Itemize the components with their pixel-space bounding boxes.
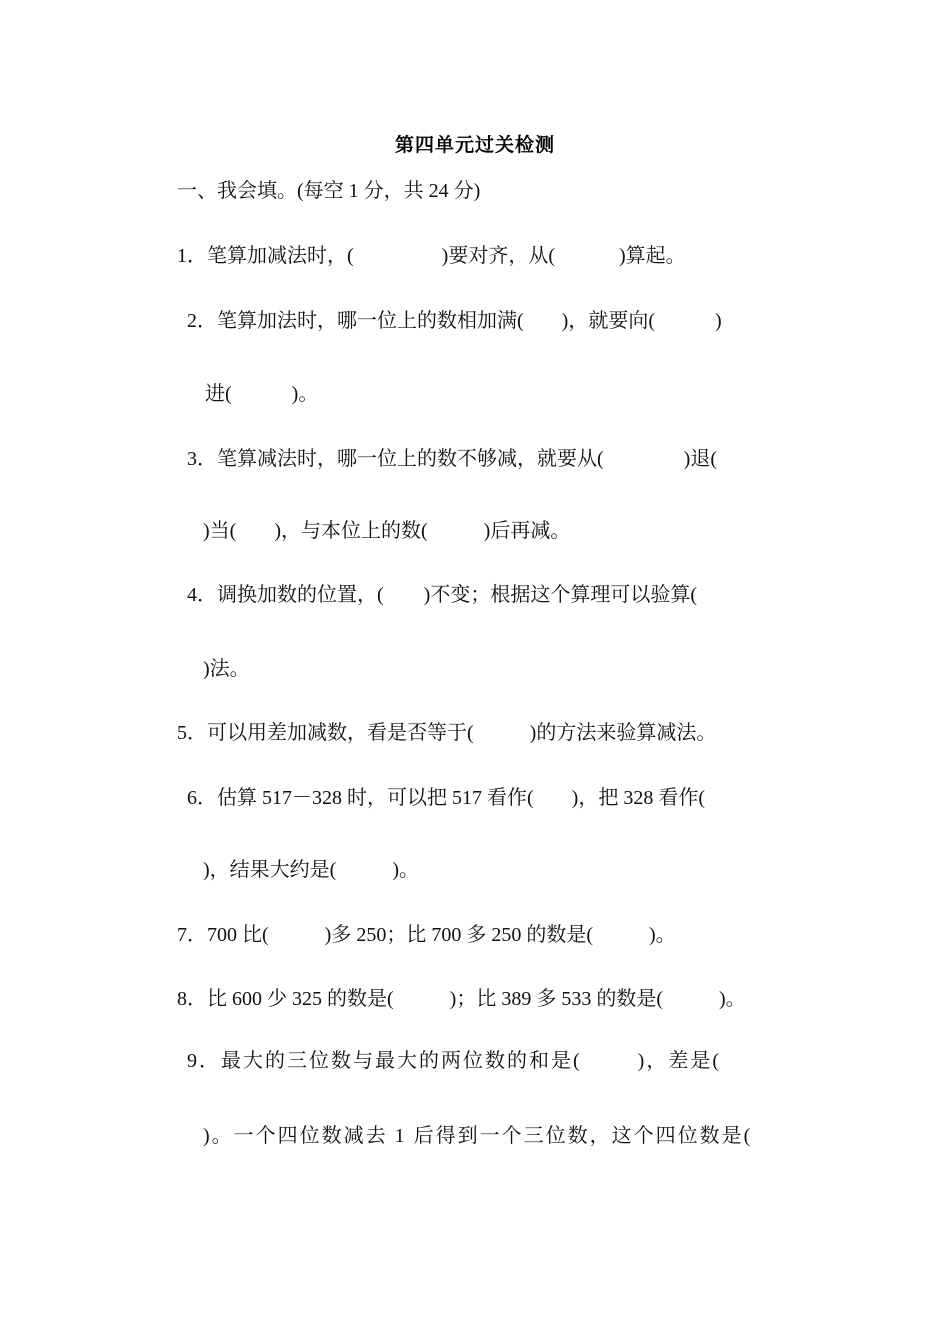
question-number: 6． (187, 787, 217, 809)
question-number: 5． (177, 722, 207, 744)
section-heading: 一、我会填。(每空 1 分，共 24 分) (177, 180, 481, 202)
question-4-continued: )法。 (203, 658, 250, 680)
question-9: 9．最大的三位数与最大的两位数的和是( )，差是( (187, 1050, 721, 1072)
question-6: 6．估算 517－328 时，可以把 517 看作( )，把 328 看作( (187, 787, 705, 809)
question-number: 2． (187, 310, 217, 332)
page-title: 第四单元过关检测 (394, 134, 555, 156)
question-5: 5．可以用差加减数，看是否等于( )的方法来验算减法。 (177, 722, 717, 744)
question-number: 1． (177, 245, 207, 267)
question-2-continued: 进( )。 (205, 383, 319, 405)
question-4: 4．调换加数的位置，( )不变；根据这个算理可以验算( (187, 584, 697, 606)
question-8: 8．比 600 少 325 的数是( )；比 389 多 533 的数是( )。 (177, 988, 746, 1010)
question-7: 7．700 比( )多 250；比 700 多 250 的数是( )。 (177, 924, 676, 946)
question-3: 3．笔算减法时，哪一位上的数不够减，就要从( )退( (187, 448, 717, 470)
question-number: 9． (187, 1050, 221, 1072)
question-1: 1．笔算加减法时，( )要对齐，从( )算起。 (177, 245, 686, 267)
question-number: 7． (177, 924, 207, 946)
question-2: 2．笔算加法时，哪一位上的数相加满( )，就要向( ) (187, 310, 722, 332)
question-3-continued: )当( )，与本位上的数( )后再减。 (203, 520, 571, 542)
question-number: 8． (177, 988, 207, 1010)
question-number: 3． (187, 448, 217, 470)
question-6-continued: )，结果大约是( )。 (203, 859, 419, 881)
question-9-continued: )。一个四位数减去 1 后得到一个三位数，这个四位数是( (203, 1125, 753, 1147)
question-number: 4． (187, 584, 217, 606)
